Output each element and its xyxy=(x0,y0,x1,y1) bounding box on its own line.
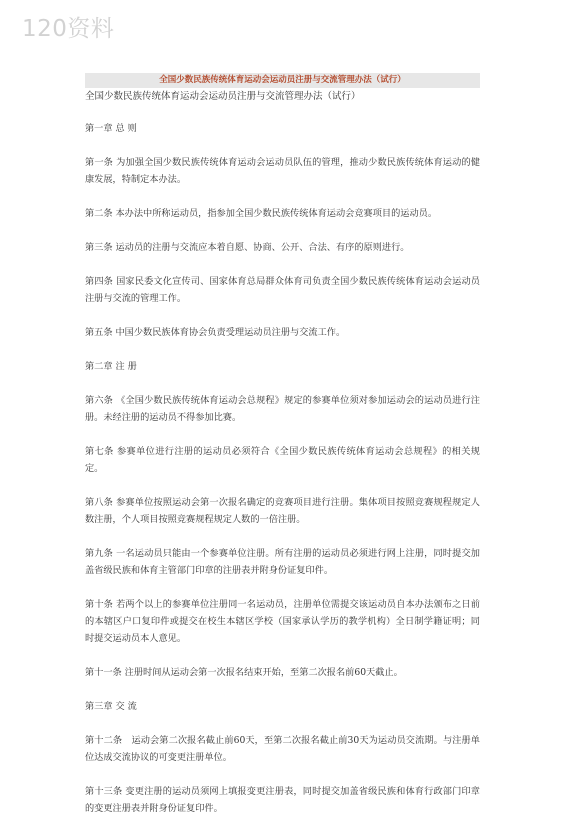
article-paragraph: 第十条 若两个以上的参赛单位注册同一名运动员，注册单位需提交该运动员自本办法颁布之日前的本辖区户口复印件或提交在校生本辖区学校（国家承认学历的教学机构）全日制学籍证明；同时提交运动员本人意见。 xyxy=(85,599,480,644)
article-paragraph: 第七条 参赛单位进行注册的运动员必须符合《全国少数民族传统体育运动会总规程》的相关规定。 xyxy=(85,446,480,474)
article-paragraph: 第十二条 运动会第二次报名截止前60天，至第二次报名截止前30天为运动员交流期。与注册单位达成交流协议的可变更注册单位。 xyxy=(85,735,480,763)
document-body xyxy=(85,73,480,817)
chapter-heading: 第一章 总 则 xyxy=(85,123,137,134)
article-paragraph: 第二条 本办法中所称运动员，指参加全国少数民族传统体育运动会竞赛项目的运动员。 xyxy=(85,208,438,219)
article-paragraph: 第六条 《全国少数民族传统体育运动会总规程》规定的参赛单位须对参加运动会的运动员进行注册。未经注册的运动员不得参加比赛。 xyxy=(85,395,480,423)
article-paragraph: 第十三条 变更注册的运动员须网上填报变更注册表，同时提交加盖省级民族和体育行政部门印章的变更注册表并附身份证复印件。 xyxy=(85,786,480,814)
article-paragraph: 第十一条 注册时间从运动会第一次报名结束开始，至第二次报名前60天截止。 xyxy=(85,667,403,678)
article-paragraph: 第四条 国家民委文化宣传司、国家体育总局群众体育司负责全国少数民族传统体育运动会运动员注册与交流的管理工作。 xyxy=(85,276,480,304)
title-banner: 全国少数民族传统体育运动会运动员注册与交流管理办法（试行） xyxy=(85,73,480,88)
article-paragraph: 第三条 运动员的注册与交流应本着自愿、协商、公开、合法、有序的原则进行。 xyxy=(85,242,410,253)
document-subtitle: 全国少数民族传统体育运动会运动员注册与交流管理办法（试行） xyxy=(85,91,361,102)
chapter-heading: 第三章 交 流 xyxy=(85,701,137,712)
article-paragraph: 第五条 中国少数民族体育协会负责受理运动员注册与交流工作。 xyxy=(85,327,346,338)
watermark-logo: 120资料 xyxy=(22,16,115,42)
article-paragraph: 第九条 一名运动员只能由一个参赛单位注册。所有注册的运动员必须进行网上注册，同时提交加盖省级民族和体育主管部门印章的注册表并附身份证复印件。 xyxy=(85,548,480,576)
article-paragraph: 第八条 参赛单位按照运动会第一次报名确定的竞赛项目进行注册。集体项目按照竞赛规程规定人数注册，个人项目按照竞赛规程规定人数的一倍注册。 xyxy=(85,497,480,525)
chapter-heading: 第二章 注 册 xyxy=(85,361,137,372)
article-paragraph: 第一条 为加强全国少数民族传统体育运动会运动员队伍的管理，推动少数民族传统体育运动的健康发展，特制定本办法。 xyxy=(85,157,480,185)
